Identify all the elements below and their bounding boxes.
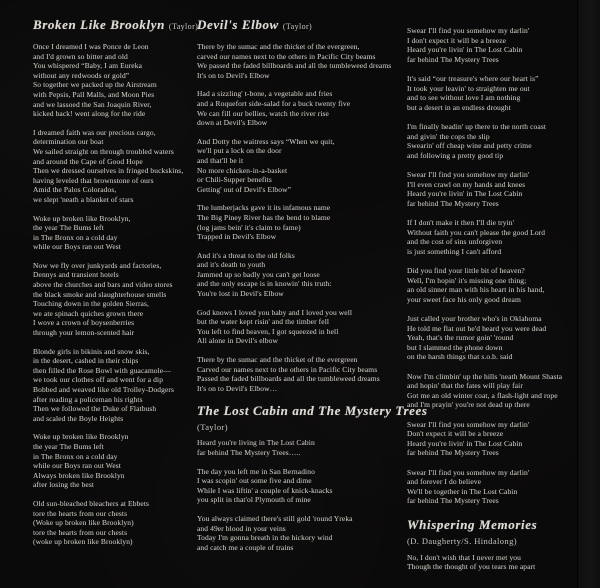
lyric-line: tore the hearts from our chests: [33, 527, 128, 537]
lyric-line: I wove a crown of boysenberries: [33, 318, 135, 328]
lyric-line: with Pepsis, Pall Malls, and Moon Pies: [33, 89, 155, 99]
lyric-line: Just called your brother who's in Oklahoma: [407, 314, 542, 323]
stanza: [197, 251, 405, 299]
stanza: [407, 74, 589, 112]
lyric-line: I was scopin' out some five and dime: [197, 476, 312, 486]
lyric-line: and around the Cape of Good Hope: [33, 156, 143, 166]
lyric-line: Jammed up so badly you can't get loose: [197, 269, 320, 279]
lyrics-column-middle: [197, 16, 428, 561]
lyric-line: far behind The Mystery Trees: [407, 198, 499, 208]
stanza: [197, 42, 405, 80]
lyric-line: and I'd grown so bitter and old: [33, 51, 128, 61]
lyric-line: It's said “our treasure's where our heart is”: [407, 74, 539, 83]
lyric-line: Carved our names next to the others in Pacific City beams: [197, 364, 378, 374]
lyric-line: You're lost in Devil's Elbow: [197, 289, 284, 299]
lyric-line: far behind The Mystery Trees…..: [197, 448, 301, 457]
lyric-line: Woke up broken like Brooklyn: [33, 432, 129, 442]
lyric-line: and 49er blood in your veins: [197, 523, 286, 533]
lyric-line: far behind The Mystery Trees: [407, 496, 499, 505]
lyric-line: Though the thought of you tears me apart: [407, 562, 536, 571]
lyric-line: Heard you're livin' in The Lost Cabin: [407, 189, 523, 198]
lyric-line: I'll even crawl on my hands and knees: [407, 179, 526, 189]
stanza: [33, 499, 201, 547]
song-credit: (Taylor): [168, 22, 199, 31]
lyric-line: and to see without love I am nothing: [407, 93, 521, 102]
lyric-line: and hopin' that the fates will play fair: [407, 381, 523, 390]
lyric-line: the year The Bums left: [33, 223, 104, 233]
stanza: [407, 314, 589, 362]
lyric-line: The Big Piney River has the bend to blame: [197, 212, 331, 222]
lyric-line: and it's death to youth: [197, 260, 266, 270]
lyric-line: Heard you're livin' in The Lost Cabin: [407, 438, 523, 448]
lyric-line: after losing the best: [33, 480, 95, 490]
lyric-line: You left to find heaven, I got squeezed in hell: [197, 326, 339, 336]
stanza: [407, 468, 589, 506]
lyric-line: tore the hearts from our chests: [33, 508, 128, 518]
lyric-line: Dennys and transient hotels: [33, 270, 119, 280]
lyric-line: There by the sumac and the thicket of the evergreen: [197, 355, 358, 365]
lyric-line: You always claimed there's still gold 'round Yreka: [197, 513, 353, 523]
lyric-line: but the water kept risin' and the timber fell: [197, 317, 330, 327]
lyric-line: Passed the faded billboards and all the tumbleweed dreams: [197, 374, 380, 384]
lyric-line: Swear I'll find you somehow my darlin': [407, 170, 530, 179]
lyric-line: And Dotty the waitress says “When we quit,: [197, 136, 335, 146]
song-heading: [33, 16, 201, 34]
lyric-line: Got me an old winter coat, a flash-light and rope: [407, 390, 558, 400]
lyric-line: Without faith you can't please the good Lord: [407, 227, 546, 237]
lyric-line: While I was liftin' a couple of knick-knacks: [197, 485, 333, 495]
lyric-line: Heard you're livin' in The Lost Cabin: [407, 45, 523, 54]
lyric-line: determination our boat: [33, 137, 104, 147]
lyric-line: I don't expect it will be a breeze: [407, 35, 507, 45]
lyric-line: we took our clothes off and went for a dip: [33, 375, 164, 385]
stanza: [407, 372, 589, 410]
lyric-line: on the harsh things that s.o.b. said: [407, 352, 513, 361]
lyrics-column-left: [33, 16, 201, 556]
stanza: [407, 26, 589, 64]
lyric-line: If I don't make it then I'll die tryin': [407, 218, 515, 227]
lyric-line: having leveled that brownstone of ours: [33, 175, 154, 185]
lyric-line: the year The Bums left: [33, 441, 104, 451]
lyric-line: through your lemon-scented hair: [33, 328, 135, 338]
lyric-line: we'll put a lock on the door: [197, 146, 282, 156]
lyric-line: an old sinner man with his heart in his hand,: [407, 285, 545, 294]
lyric-line: Getting' out of Devil's Elbow”: [197, 184, 292, 194]
lyric-line: your sweet face his only good dream: [407, 294, 521, 304]
song-title: The Lost Cabin and The Mystery Trees: [197, 403, 428, 419]
lyric-line: Swear I'll find you somehow my darlin': [407, 419, 530, 429]
lyric-line: far behind The Mystery Trees: [407, 54, 499, 64]
lyric-line: Well, I'm hopin' it's missing one thing;: [407, 275, 527, 285]
lyric-line: Then we dressed ourselves in fringed buckskins,: [33, 166, 184, 176]
lyric-line: We sailed straight on through troubled waters: [33, 146, 174, 156]
stanza: [407, 266, 589, 304]
lyric-line: in The Bronx on a cold day: [33, 232, 118, 242]
lyric-line: The lumberjacks gave it its infamous name: [197, 203, 331, 213]
lyric-line: and forever I do believe: [407, 477, 482, 486]
lyric-line: in the desert, cashed in their chips: [33, 356, 139, 366]
lyric-line: and that'll be it: [197, 155, 244, 165]
stanza: [197, 467, 405, 505]
lyric-line: (woke up broken like Brooklyn): [33, 537, 133, 547]
song-credit: (D. Daugherty/S. Hindalong): [407, 535, 517, 546]
stanza: [197, 514, 405, 552]
lyric-line: in The Bronx on a cold day: [33, 451, 118, 461]
stanza: [407, 122, 589, 160]
lyric-line: We can fill our bellies, watch the river rise: [197, 108, 329, 118]
lyric-line: I'm finally headin' up there to the north coast: [407, 122, 547, 131]
song-heading: [407, 516, 589, 546]
lyric-line: The day you left me in San Bernadino: [197, 466, 315, 476]
stanza: [33, 261, 201, 338]
stanza: [197, 355, 405, 393]
lyric-line: It took your leavin' to straighten me out: [407, 83, 530, 93]
lyric-line: you split in that'ol Plymouth of mine: [197, 495, 311, 505]
lyric-line: and the cost of sins unforgiven: [407, 237, 503, 246]
lyric-line: We passed the faded billboards and all the tumbleweed dreams: [197, 61, 392, 71]
lyric-line: and catch me a couple of trains: [197, 542, 294, 552]
lyric-line: Trapped in Devil's Elbow: [197, 232, 277, 242]
lyric-line: Did you find your little bit of heaven?: [407, 266, 525, 275]
stanza: [197, 438, 405, 457]
lyric-line: So together we packed up the Airstream: [33, 80, 157, 90]
lyric-line: Swearin' off cheap wine and petty crime: [407, 141, 532, 150]
lyric-line: then filled the Rose Bowl with guacamole—: [33, 365, 171, 375]
lyric-line: Woke up broken like Brooklyn,: [33, 213, 131, 223]
lyric-line: No, I don't wish that I never met you: [407, 552, 521, 562]
lyric-line: Bobbed and weaved like old Trolley-Dodgers: [33, 385, 175, 394]
lyric-line: we ate spinach quiches grown there: [33, 308, 144, 318]
stanza: [33, 432, 201, 490]
stanza: [33, 214, 201, 252]
lyric-line: without any redwoods or gold”: [33, 70, 130, 80]
song-title: Whispering Memories: [407, 516, 538, 532]
lyric-line: after reading a policeman his rights: [33, 394, 143, 404]
scan-speck: [462, 352, 464, 353]
scan-speck: [520, 186, 521, 187]
lyric-line: and scaled the Boyle Heights: [33, 413, 124, 423]
lyric-line: Swear I'll find you somehow my darlin': [407, 467, 530, 477]
stanza: [33, 42, 201, 119]
song-credit: (Taylor): [197, 422, 228, 433]
lyric-line: but a desert in an endless drought: [407, 102, 511, 112]
scan-edge-strip: [578, 0, 600, 588]
lyric-line: carved our names next to the others in Pacific City beams: [197, 51, 376, 61]
lyric-line: It's on to Devil's Elbow…: [197, 383, 278, 393]
lyric-line: Heard you're living in The Lost Cabin: [197, 438, 315, 448]
lyric-line: (Woke up broken like Brooklyn): [33, 518, 134, 528]
stanza: [33, 128, 201, 205]
stanza: [407, 218, 589, 256]
lyric-line: we slept 'neath a blanket of stars: [33, 194, 134, 204]
stanza: [407, 553, 589, 572]
song-title: Devil's Elbow: [197, 17, 279, 32]
lyric-line: is just something I can't afford: [407, 246, 502, 256]
lyric-line: but I slammed the phone down: [407, 342, 503, 352]
lyric-line: and a Roquefort side-salad for a buck twenty five: [197, 98, 351, 108]
lyric-line: No more chicken-in-a-basket: [197, 165, 288, 175]
lyric-line: There by the sumac and the thicket of the evergreen,: [197, 42, 360, 51]
lyric-line: Amid the Palos Colorados,: [33, 185, 117, 195]
lyric-line: (log jams bein' it's claim to fame): [197, 222, 301, 232]
lyric-line: Yeah, that's the rumor goin' 'round: [407, 333, 514, 342]
lyric-line: while our Boys ran out West: [33, 461, 121, 471]
lyric-line: Now we fly over junkyards and factories,: [33, 260, 162, 270]
lyric-line: You whispered “Baby, I am Eureka: [33, 61, 143, 71]
lyric-line: Now I'm climbin' up the hills 'neath Mount Shasta: [407, 371, 563, 381]
stanza: [197, 89, 405, 127]
lyric-line: I dreamed faith was our precious cargo,: [33, 127, 156, 137]
lyric-line: And it's a threat to the old folks: [197, 250, 295, 260]
lyric-line: God knows I loved you baby and I loved you well: [197, 307, 353, 317]
lyric-line: far behind The Mystery Trees: [407, 448, 499, 457]
song-credit: (Taylor): [282, 22, 313, 31]
song-title: Broken Like Brooklyn: [33, 17, 165, 32]
stanza: [407, 170, 589, 208]
lyric-line: or Chili-Supper benefits: [197, 175, 272, 185]
lyric-line: the black smoke and slaughterhouse smells: [33, 289, 167, 299]
stanza: [33, 347, 201, 424]
lyric-line: Always broken like Brooklyn: [33, 470, 125, 480]
lyric-line: and the only escape is in knowin' this truth:: [197, 279, 332, 289]
lyric-line: Touching down in the golden Sierras,: [33, 299, 149, 309]
stanza: [407, 420, 589, 458]
lyric-line: and givin' the cops the slip: [407, 131, 490, 141]
lyric-line: Old sun-bleached bleachers at Ebbets: [33, 498, 150, 508]
lyric-line: Had a sizzling' t-bone, a vegetable and fries: [197, 89, 333, 99]
lyric-line: kicked back! went along for the ride: [33, 109, 146, 119]
stanza: [197, 137, 405, 195]
lyric-line: and we lassoed the San Joaquin River,: [33, 99, 152, 109]
scan-speck: [88, 246, 89, 247]
lyric-line: He told me flat out he'd heard you were dead: [407, 323, 547, 333]
lyric-line: Then we followed the Duke of Flatbush: [33, 404, 157, 414]
stanza: [197, 203, 405, 241]
scan-speck: [428, 567, 430, 568]
lyric-line: It's on to Devil's Elbow: [197, 70, 270, 80]
lyric-line: down at Devil's Elbow: [197, 118, 268, 128]
lyric-line: Swear I'll find you somehow my darlin': [407, 26, 530, 35]
lyric-line: We'll be together in The Lost Cabin: [407, 486, 518, 496]
lyric-line: Once I dreamed I was Ponce de Leon: [33, 42, 149, 51]
lyric-line: All alone in Devil's elbow: [197, 336, 279, 346]
stanza: [197, 308, 405, 346]
lyric-line: and I'm prayin' you're not dead up there: [407, 400, 530, 409]
lyric-line: and following a pretty good tip: [407, 150, 504, 160]
lyric-line: above the churches and bars and video stores: [33, 280, 173, 290]
lyric-line: Don't expect it will be a breeze: [407, 429, 504, 438]
song-heading: [197, 402, 428, 433]
lyric-line: Blonde girls in bikinis and snow skis,: [33, 346, 150, 356]
lyric-line: Today I'm gonna breath in the hickory wind: [197, 533, 333, 543]
lyric-line: while our Boys ran out West: [33, 242, 121, 252]
song-heading: [197, 16, 405, 34]
lyrics-column-right: [407, 26, 589, 582]
